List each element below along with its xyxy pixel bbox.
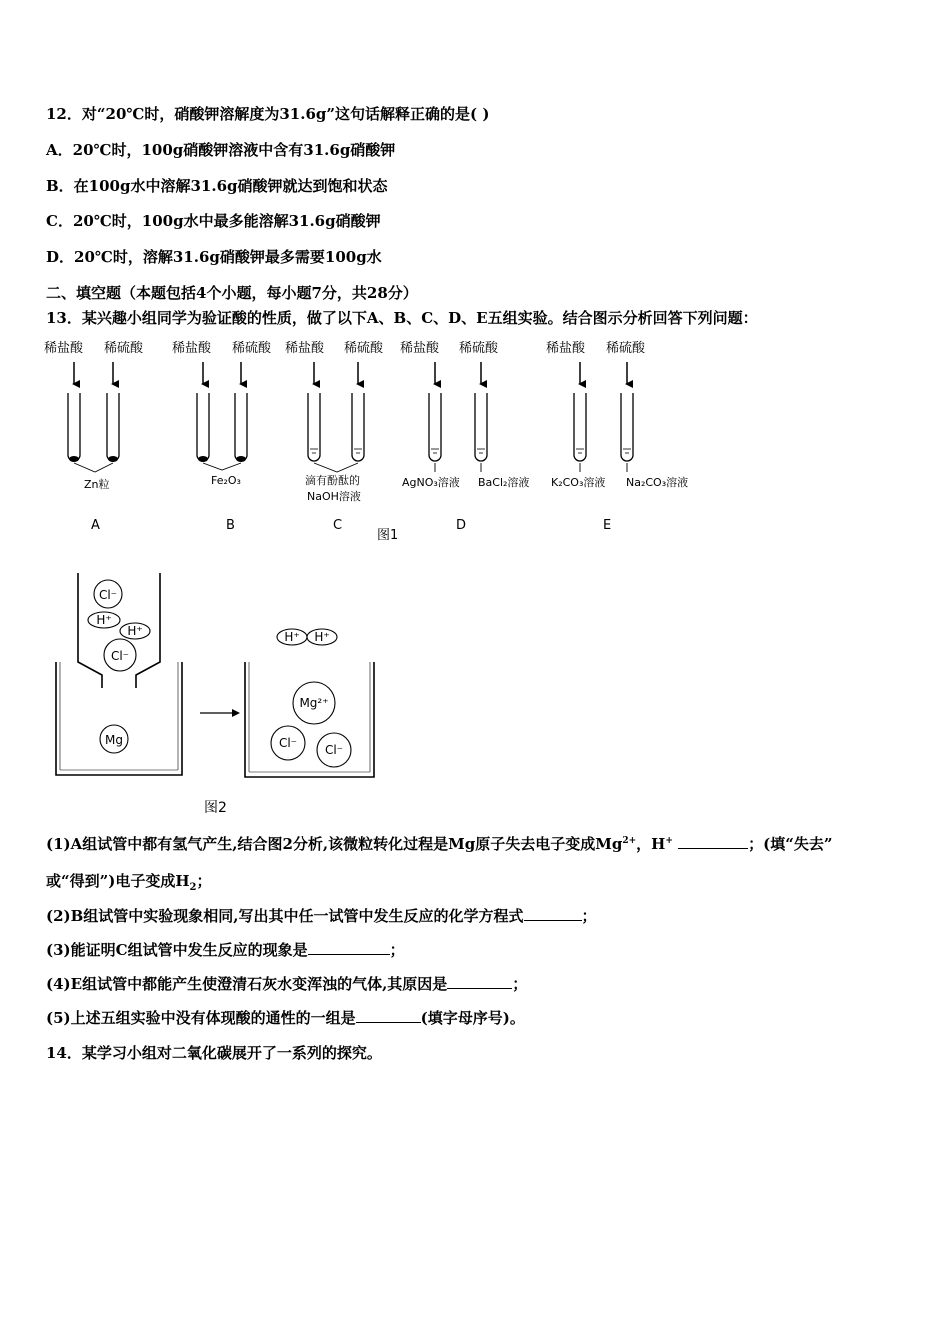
answer-blank-2[interactable] — [524, 906, 582, 921]
label-h2so4-b: 稀硫酸 — [232, 341, 272, 356]
label-hcl-a: 稀盐酸 — [44, 341, 84, 356]
q12-option-c[interactable]: C．20℃时，100g水中最多能溶解31.6g硝酸钾 — [46, 212, 381, 230]
label-h2so4-d: 稀硫酸 — [459, 341, 499, 356]
ion-cl-2: Cl⁻ — [110, 649, 130, 663]
q13-sub3: (3)能证明C组试管中发生反应的现象是 ； — [46, 941, 405, 959]
ion-cl-1: Cl⁻ — [98, 588, 118, 602]
label-h2so4-c: 稀硫酸 — [344, 341, 384, 356]
section-heading: 二、填空题（本题包括4个小题，每小题7分，共28分） — [46, 284, 418, 302]
figure-1-caption: 图1 — [377, 528, 399, 543]
ion-h-1: H⁺ — [96, 613, 112, 627]
group-label-d: D — [456, 518, 467, 533]
label-hcl-e: 稀盐酸 — [546, 341, 586, 356]
q13-sub2: (2)B组试管中实验现象相同,写出其中任一试管中发生反应的化学方程式 ； — [46, 907, 597, 925]
answer-blank-5[interactable] — [356, 1008, 421, 1023]
ion-cl-4: Cl⁻ — [324, 743, 344, 757]
ion-cl-3: Cl⁻ — [278, 736, 298, 750]
atom-mg: Mg — [105, 733, 123, 747]
ion-mg2: Mg²⁺ — [299, 696, 329, 710]
label-hcl-d: 稀盐酸 — [400, 341, 440, 356]
ion-h-2: H⁺ — [127, 624, 143, 638]
q14-stem: 14．某学习小组对二氧化碳展开了一系列的探究。 — [46, 1044, 382, 1062]
reagent-d-right: BaCl₂溶液 — [478, 476, 530, 489]
figure-2-caption: 图2 — [204, 800, 227, 816]
group-label-b: B — [226, 518, 235, 533]
answer-blank-4[interactable] — [447, 974, 512, 989]
label-h2so4-e: 稀硫酸 — [606, 341, 646, 356]
q13-sub5: (5)上述五组实验中没有体现酸的通性的一组是 (填字母序号)。 — [46, 1009, 525, 1027]
reagent-d-left: AgNO₃溶液 — [402, 476, 460, 489]
q12-option-a[interactable]: A．20℃时，100g硝酸钾溶液中含有31.6g硝酸钾 — [46, 141, 396, 159]
q12-option-d[interactable]: D．20℃时，溶解31.6g硝酸钾最多需要100g水 — [46, 248, 382, 266]
reagent-c-1: 滴有酚酞的 — [305, 474, 360, 487]
label-hcl-c: 稀盐酸 — [285, 341, 325, 356]
reagent-a: Zn粒 — [84, 478, 110, 491]
reagent-e-left: K₂CO₃溶液 — [551, 476, 606, 489]
ion-h-4: H⁺ — [314, 630, 330, 644]
q13-sub1-line2: 或“得到”)电子变成$H_2$； — [46, 872, 212, 893]
reagent-c-2: NaOH溶液 — [307, 490, 361, 503]
group-label-e: E — [603, 518, 612, 533]
reagent-b: Fe₂O₃ — [211, 474, 241, 487]
q12-option-b[interactable]: B．在100g水中溶解31.6g硝酸钾就达到饱和状态 — [46, 177, 388, 195]
reagent-e-right: Na₂CO₃溶液 — [626, 476, 689, 489]
answer-blank-1[interactable] — [678, 834, 748, 849]
group-label-c: C — [333, 518, 343, 533]
label-h2so4-a: 稀硫酸 — [104, 341, 144, 356]
q13-stem: 13．某兴趣小组同学为验证酸的性质，做了以下A、B、C、D、E五组实验。结合图示分析回答下列问题： — [46, 309, 758, 327]
q12-stem: 12．对“20℃时，硝酸钾溶解度为31.6g”这句话解释正确的是( ) — [46, 105, 490, 123]
q13-sub4: (4)E组试管中都能产生使澄清石灰水变浑浊的气体,其原因是 ； — [46, 975, 528, 993]
q13-sub1-line1: (1)A组试管中都有氢气产生,结合图2分析,该微粒转化过程是Mg原子失去电子变成$Mg^{2+}$，H+ ；(填“失去” — [46, 835, 833, 853]
ion-h-3: H⁺ — [284, 630, 300, 644]
answer-blank-3[interactable] — [308, 940, 390, 955]
label-hcl-b: 稀盐酸 — [172, 341, 212, 356]
beaker-1 — [56, 662, 182, 775]
group-label-a: A — [91, 518, 100, 533]
